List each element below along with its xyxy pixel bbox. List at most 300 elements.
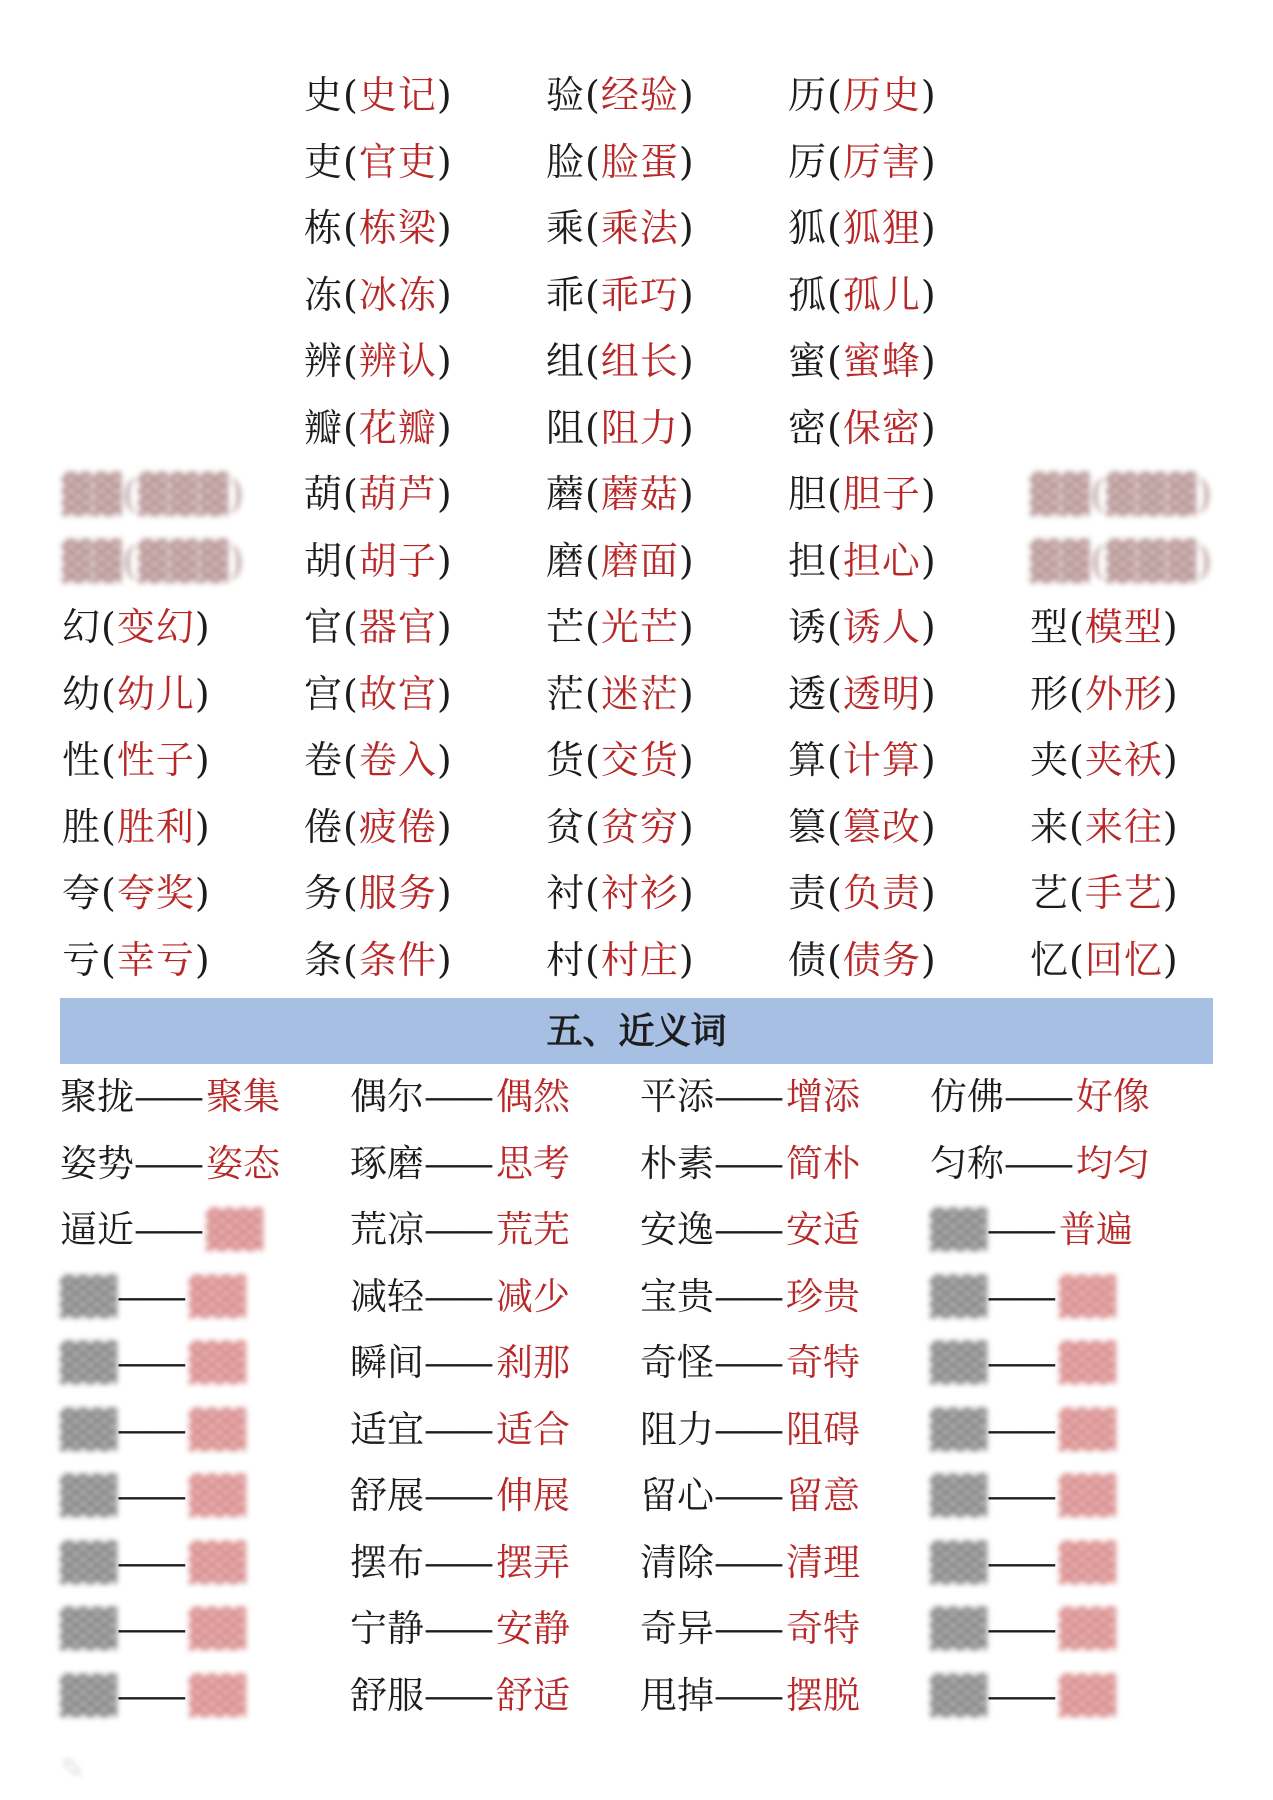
open-paren: ( xyxy=(827,139,843,184)
entry-character: 诱 xyxy=(788,605,828,649)
entry-word: 条件 xyxy=(358,937,437,982)
close-paren: ) xyxy=(436,871,453,915)
open-paren: ( xyxy=(1069,937,1085,982)
open-paren: ( xyxy=(827,738,843,782)
watermark: ✎ xyxy=(60,1752,86,1787)
char-entry xyxy=(788,262,937,329)
open-paren: ( xyxy=(827,405,843,450)
entry-character: 务 xyxy=(304,871,344,915)
synonym-match: 清理 xyxy=(786,1540,860,1584)
entry-character: 性 xyxy=(62,738,102,782)
char-entry xyxy=(788,528,937,595)
synonym-term: 留心 xyxy=(640,1474,714,1517)
char-entry xyxy=(62,727,211,794)
entry-character: 胜 xyxy=(62,804,102,849)
synonym-dash: —— xyxy=(116,1474,183,1517)
open-paren: ( xyxy=(585,73,601,117)
open-paren: ( xyxy=(585,738,601,782)
close-paren: ) xyxy=(436,538,453,583)
entry-word: 夸奖 xyxy=(116,871,195,915)
synonym-dash: —— xyxy=(134,1141,200,1185)
synonym-pair xyxy=(350,1396,570,1463)
synonym-dash: —— xyxy=(986,1341,1053,1384)
entry-word: 乖巧 xyxy=(600,272,679,317)
close-paren: ) xyxy=(678,738,695,782)
synonym-match: 奇特 xyxy=(786,1341,860,1384)
entry-word: 贫穷 xyxy=(600,804,679,849)
entry-word: 模型 xyxy=(1084,605,1163,649)
close-paren: ) xyxy=(920,937,937,982)
char-entry xyxy=(1030,794,1179,861)
close-paren: ) xyxy=(436,605,453,649)
entry-word: 辨认 xyxy=(358,339,437,383)
synonym-pair xyxy=(640,1529,860,1596)
close-paren: ) xyxy=(1162,804,1179,849)
entry-character: 冻 xyxy=(304,272,344,317)
synonym-match: 简朴 xyxy=(786,1141,860,1185)
entry-character: 官 xyxy=(304,605,344,649)
char-entry xyxy=(546,794,695,861)
blurred-match: ▓▓ xyxy=(188,1407,246,1451)
char-entry xyxy=(546,727,695,794)
char-entry xyxy=(546,262,695,329)
synonym-dash: —— xyxy=(424,1407,490,1451)
open-paren: ( xyxy=(101,871,117,915)
synonym-dash: —— xyxy=(986,1208,1053,1251)
entry-character: 货 xyxy=(546,738,586,782)
entry-word: 计算 xyxy=(842,738,921,782)
close-paren: ) xyxy=(920,206,937,250)
blurred-match: ▓▓ xyxy=(188,1607,246,1650)
entry-character: 乘 xyxy=(546,206,586,250)
close-paren: ) xyxy=(194,738,211,782)
entry-word: 栋梁 xyxy=(358,206,437,250)
entry-word: 胜利 xyxy=(116,804,195,849)
open-paren: ( xyxy=(101,605,117,649)
blurred-term: ▓▓ xyxy=(930,1474,987,1517)
synonym-pair xyxy=(640,1263,860,1330)
entry-character: 衬 xyxy=(546,871,586,915)
open-paren: ( xyxy=(101,937,117,982)
synonym-term: 适宜 xyxy=(350,1407,424,1451)
synonym-pair xyxy=(350,1462,570,1529)
entry-word: 回忆 xyxy=(1084,937,1163,982)
char-entry xyxy=(62,860,211,927)
entry-word: 历史 xyxy=(842,73,921,117)
close-paren: ) xyxy=(436,472,453,516)
blurred-term: ▓▓ xyxy=(930,1341,987,1384)
entry-word: 脸蛋 xyxy=(600,139,679,184)
open-paren: ( xyxy=(1069,671,1085,716)
synonym-dash: —— xyxy=(986,1407,1053,1451)
char-entry xyxy=(304,62,453,129)
entry-character: 茫 xyxy=(546,671,586,716)
open-paren: ( xyxy=(343,272,359,317)
entry-character: 密 xyxy=(788,405,828,450)
char-entry xyxy=(546,528,695,595)
synonym-dash: —— xyxy=(714,1474,780,1517)
synonym-dash: —— xyxy=(714,1274,780,1318)
close-paren: ) xyxy=(436,139,453,184)
open-paren: ( xyxy=(585,538,601,583)
entry-word: 担心 xyxy=(842,538,921,583)
entry-word: 阻力 xyxy=(600,405,679,450)
close-paren: ) xyxy=(678,937,695,982)
entry-word: 史记 xyxy=(358,73,437,117)
blurred-term: ▓▓ xyxy=(60,1474,117,1517)
synonym-pair xyxy=(350,1329,570,1396)
synonym-row xyxy=(0,1595,1273,1662)
close-paren: ) xyxy=(1162,605,1179,649)
entry-character: 蘑 xyxy=(546,472,586,516)
char-entry xyxy=(788,62,937,129)
section-title: 五、近义词 xyxy=(546,1010,727,1052)
synonym-pair xyxy=(640,1462,860,1529)
close-paren: ) xyxy=(436,272,453,317)
synonym-term: 仿佛 xyxy=(930,1075,1004,1118)
entry-character: 责 xyxy=(788,871,828,915)
entry-character: 乖 xyxy=(546,272,586,317)
close-paren: ) xyxy=(678,605,695,649)
char-row xyxy=(0,62,1273,129)
synonym-dash: —— xyxy=(986,1607,1053,1650)
synonym-row xyxy=(0,1396,1273,1463)
synonym-pair xyxy=(930,1529,1116,1596)
open-paren: ( xyxy=(585,472,601,516)
synonym-term: 匀称 xyxy=(930,1141,1004,1185)
entry-character: 史 xyxy=(304,73,344,117)
open-paren: ( xyxy=(827,272,843,317)
entry-word: 性子 xyxy=(116,738,195,782)
char-row xyxy=(0,328,1273,395)
entry-character: 篡 xyxy=(788,804,828,849)
char-entry xyxy=(1030,927,1179,994)
synonym-pair xyxy=(60,1396,246,1463)
open-paren: ( xyxy=(101,671,117,716)
entry-character: 透 xyxy=(788,671,828,716)
blurred-match: ▓▓ xyxy=(1058,1274,1116,1318)
char-entry xyxy=(304,461,453,528)
entry-character: 狐 xyxy=(788,206,828,250)
entry-word: 乘法 xyxy=(600,206,679,250)
blurred-match: ▓▓ xyxy=(206,1208,263,1251)
open-paren: ( xyxy=(585,272,601,317)
entry-character: 厉 xyxy=(788,139,828,184)
synonym-term: 瞬间 xyxy=(350,1341,424,1384)
char-entry xyxy=(788,395,937,462)
entry-word: 保密 xyxy=(842,405,921,450)
synonym-pair xyxy=(640,1130,860,1197)
synonym-match: 减少 xyxy=(496,1274,570,1318)
close-paren: ) xyxy=(920,738,937,782)
synonym-pair xyxy=(640,1329,860,1396)
synonym-term: 琢磨 xyxy=(350,1141,424,1185)
open-paren: ( xyxy=(585,871,601,915)
open-paren: ( xyxy=(827,671,843,716)
synonym-pair xyxy=(640,1196,860,1263)
synonym-term: 舒展 xyxy=(350,1474,424,1517)
char-entry xyxy=(304,129,453,196)
synonym-pair xyxy=(640,1063,860,1130)
char-entry xyxy=(546,195,695,262)
open-paren: ( xyxy=(101,738,117,782)
blurred-term: ▓▓ xyxy=(930,1607,987,1650)
char-entry xyxy=(304,195,453,262)
entry-word: 迷茫 xyxy=(600,671,679,716)
entry-character: 条 xyxy=(304,937,344,982)
blurred-term: ▓▓ xyxy=(60,1540,117,1584)
entry-character: 幼 xyxy=(62,671,102,716)
synonym-pair xyxy=(60,1263,246,1330)
entry-word: 厉害 xyxy=(842,139,921,184)
entry-character: 栋 xyxy=(304,206,344,250)
synonym-dash: —— xyxy=(134,1208,200,1251)
entry-character: 辨 xyxy=(304,339,344,383)
synonym-pair xyxy=(60,1196,263,1263)
char-entry xyxy=(62,927,211,994)
entry-word: 夹袄 xyxy=(1084,738,1163,782)
entry-word: 器官 xyxy=(358,605,437,649)
synonym-dash: —— xyxy=(116,1407,183,1451)
char-row xyxy=(0,727,1273,794)
char-entry xyxy=(304,594,453,661)
char-entry xyxy=(546,661,695,728)
open-paren: ( xyxy=(585,206,601,250)
synonym-pair xyxy=(350,1595,570,1662)
close-paren: ) xyxy=(678,871,695,915)
char-entry xyxy=(1030,727,1179,794)
open-paren: ( xyxy=(343,139,359,184)
synonym-match: 好像 xyxy=(1076,1075,1150,1118)
char-entry xyxy=(788,594,937,661)
entry-character: 组 xyxy=(546,339,586,383)
entry-word: 债务 xyxy=(842,937,921,982)
synonym-dash: —— xyxy=(424,1141,490,1185)
char-entry xyxy=(546,395,695,462)
synonym-match: 思考 xyxy=(496,1141,570,1185)
synonym-pair xyxy=(930,1130,1150,1197)
close-paren: ) xyxy=(678,339,695,383)
entry-word: 蘑菇 xyxy=(600,472,679,516)
entry-word: 磨面 xyxy=(600,538,679,583)
close-paren: ) xyxy=(920,538,937,583)
entry-character: 磨 xyxy=(546,538,586,583)
char-entry xyxy=(546,860,695,927)
synonym-dash: —— xyxy=(424,1540,490,1584)
synonym-dash: —— xyxy=(424,1673,490,1717)
synonym-dash: —— xyxy=(714,1141,780,1185)
char-row xyxy=(0,661,1273,728)
close-paren: ) xyxy=(436,738,453,782)
close-paren: ) xyxy=(194,804,211,849)
synonym-pair xyxy=(60,1130,280,1197)
synonym-term: 姿势 xyxy=(60,1141,134,1185)
blurred-match: ▓▓ xyxy=(1058,1407,1116,1451)
close-paren: ) xyxy=(678,472,695,516)
char-entry xyxy=(546,129,695,196)
synonym-dash: —— xyxy=(424,1274,490,1318)
close-paren: ) xyxy=(194,605,211,649)
entry-character: 孤 xyxy=(788,272,828,317)
synonym-pair xyxy=(60,1662,246,1729)
synonym-term: 逼近 xyxy=(60,1208,134,1251)
close-paren: ) xyxy=(920,671,937,716)
synonym-pair xyxy=(640,1662,860,1729)
entry-character: 吏 xyxy=(304,139,344,184)
synonym-term: 减轻 xyxy=(350,1274,424,1318)
char-entry xyxy=(62,794,211,861)
synonym-match: 奇特 xyxy=(786,1607,860,1650)
synonym-term: 荒凉 xyxy=(350,1208,424,1251)
entry-character: 脸 xyxy=(546,139,586,184)
char-entry xyxy=(304,860,453,927)
entry-character: 担 xyxy=(788,538,828,583)
close-paren: ) xyxy=(678,671,695,716)
open-paren: ( xyxy=(343,339,359,383)
open-paren: ( xyxy=(585,804,601,849)
char-entry xyxy=(788,727,937,794)
close-paren: ) xyxy=(678,538,695,583)
entry-word: 故宫 xyxy=(358,671,437,716)
entry-character: 卷 xyxy=(304,738,344,782)
blurred-match: ▓▓ xyxy=(188,1540,246,1584)
char-row xyxy=(0,594,1273,661)
open-paren: ( xyxy=(585,937,601,982)
entry-word: 冰冻 xyxy=(358,272,437,317)
char-entry xyxy=(304,528,453,595)
close-paren: ) xyxy=(436,206,453,250)
entry-word: 胆子 xyxy=(842,472,921,516)
entry-word: 来往 xyxy=(1084,804,1163,849)
close-paren: ) xyxy=(678,272,695,317)
synonym-pair xyxy=(930,1196,1133,1263)
char-entry xyxy=(788,860,937,927)
synonym-dash: —— xyxy=(116,1673,183,1717)
char-row xyxy=(0,860,1273,927)
entry-character: 形 xyxy=(1030,671,1070,716)
char-entry xyxy=(546,328,695,395)
synonym-dash: —— xyxy=(424,1474,490,1517)
synonym-dash: —— xyxy=(424,1341,490,1384)
synonym-pair xyxy=(930,1329,1116,1396)
blurred-match: ▓▓ xyxy=(1058,1673,1116,1717)
char-row xyxy=(0,927,1273,994)
entry-character: 艺 xyxy=(1030,871,1070,915)
synonym-pair xyxy=(60,1329,246,1396)
synonym-dash: —— xyxy=(424,1075,490,1118)
synonym-term: 摆布 xyxy=(350,1540,424,1584)
close-paren: ) xyxy=(194,937,211,982)
open-paren: ( xyxy=(827,804,843,849)
synonym-match: 舒适 xyxy=(496,1673,570,1717)
close-paren: ) xyxy=(920,73,937,117)
entry-word: 幸亏 xyxy=(116,937,195,982)
close-paren: ) xyxy=(1162,871,1179,915)
synonym-match: 刹那 xyxy=(496,1341,570,1384)
synonym-match: 安静 xyxy=(496,1607,570,1650)
char-row xyxy=(0,794,1273,861)
synonym-dash: —— xyxy=(714,1075,780,1118)
char-entry xyxy=(1030,860,1179,927)
close-paren: ) xyxy=(436,405,453,450)
open-paren: ( xyxy=(827,605,843,649)
synonym-dash: —— xyxy=(986,1474,1053,1517)
char-row xyxy=(0,461,1273,528)
synonym-pair xyxy=(930,1263,1116,1330)
blurred-entry: ▓▓(▓▓▓) xyxy=(1030,538,1213,583)
char-entry xyxy=(62,594,211,661)
synonym-row xyxy=(0,1662,1273,1729)
blurred-entry: ▓▓(▓▓▓) xyxy=(1030,472,1213,516)
blurred-match: ▓▓ xyxy=(1058,1474,1116,1517)
entry-word: 负责 xyxy=(842,871,921,915)
open-paren: ( xyxy=(1069,605,1085,649)
char-entry xyxy=(788,927,937,994)
synonym-dash: —— xyxy=(714,1540,780,1584)
blurred-match: ▓▓ xyxy=(188,1474,246,1517)
open-paren: ( xyxy=(827,339,843,383)
synonym-pair xyxy=(930,1662,1116,1729)
entry-word: 组长 xyxy=(600,339,679,383)
synonym-pair xyxy=(930,1063,1150,1130)
synonym-match: 聚集 xyxy=(206,1075,280,1118)
synonym-pair xyxy=(640,1595,860,1662)
char-entry xyxy=(546,461,695,528)
entry-character: 债 xyxy=(788,937,828,982)
char-entry xyxy=(304,661,453,728)
close-paren: ) xyxy=(678,405,695,450)
synonym-dash: —— xyxy=(1004,1075,1070,1118)
char-entry xyxy=(788,794,937,861)
blurred-term: ▓▓ xyxy=(930,1208,987,1251)
open-paren: ( xyxy=(1069,738,1085,782)
entry-word: 交货 xyxy=(600,738,679,782)
entry-character: 蜜 xyxy=(788,339,828,383)
close-paren: ) xyxy=(920,605,937,649)
entry-word: 服务 xyxy=(358,871,437,915)
char-entry xyxy=(62,661,211,728)
close-paren: ) xyxy=(678,206,695,250)
char-entry xyxy=(546,594,695,661)
blurred-term: ▓▓ xyxy=(60,1274,117,1318)
synonym-pair xyxy=(60,1595,246,1662)
char-entry xyxy=(1030,594,1179,661)
synonym-dash: —— xyxy=(424,1208,490,1251)
close-paren: ) xyxy=(194,871,211,915)
synonym-match: 适合 xyxy=(496,1407,570,1451)
close-paren: ) xyxy=(678,139,695,184)
synonym-dash: —— xyxy=(714,1208,780,1251)
synonym-match: 留意 xyxy=(786,1474,860,1517)
entry-word: 狐狸 xyxy=(842,206,921,250)
section-header xyxy=(60,998,1213,1064)
synonym-dash: —— xyxy=(116,1540,183,1584)
entry-character: 夹 xyxy=(1030,738,1070,782)
entry-character: 验 xyxy=(546,73,586,117)
synonym-term: 聚拢 xyxy=(60,1075,134,1118)
close-paren: ) xyxy=(436,73,453,117)
blurred-match: ▓▓ xyxy=(188,1274,246,1318)
blurred-match: ▓▓ xyxy=(1058,1540,1116,1584)
entry-word: 花瓣 xyxy=(358,405,437,450)
synonym-term: 朴素 xyxy=(640,1141,714,1185)
blurred-entry: ▓▓(▓▓▓) xyxy=(62,538,245,583)
synonym-dash: —— xyxy=(714,1341,780,1384)
synonym-match: 摆脱 xyxy=(786,1673,860,1717)
open-paren: ( xyxy=(343,605,359,649)
synonym-pair xyxy=(350,1196,570,1263)
synonym-term: 奇异 xyxy=(640,1607,714,1650)
